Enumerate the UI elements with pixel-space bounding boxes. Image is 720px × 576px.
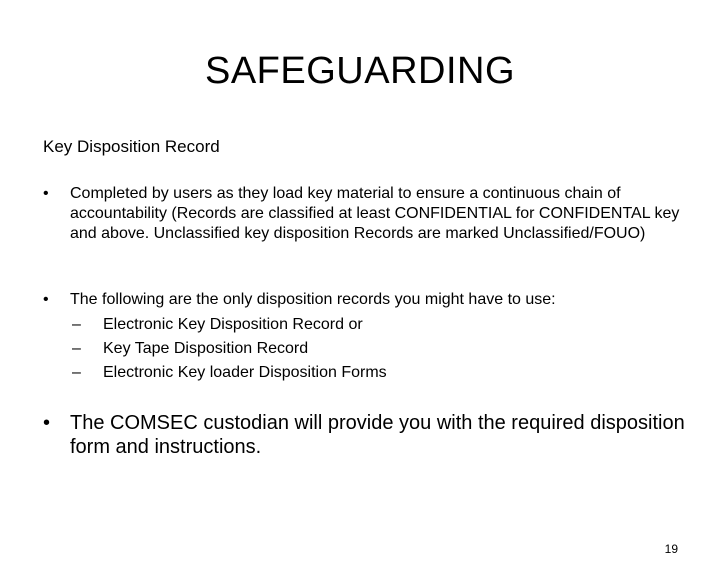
sub-item-list (70, 313, 688, 385)
bullet-list-item (43, 411, 688, 459)
sub-item (70, 361, 688, 385)
bullet-list-item (43, 290, 688, 385)
sub-item (70, 337, 688, 361)
sub-item-text: Key Tape Disposition Record (103, 340, 309, 357)
dash-icon: – (72, 340, 81, 357)
sub-item (70, 313, 688, 337)
dash-icon: – (72, 316, 81, 333)
bullet-text: The following are the only disposition records you might have to use: (70, 291, 556, 308)
page-number: 19 (664, 542, 678, 556)
bullet-text: Completed by users as they load key material to ensure a continuous chain of accountability (Records are classified at least CONFIDENTIAL for CONFIDENTAL key and above. Unclassified key disposition Records are marked Unclassified/FOUO) (70, 185, 680, 242)
bullet-icon: • (43, 291, 49, 308)
slide-subtitle: Key Disposition Record (43, 137, 220, 156)
dash-icon: – (72, 364, 81, 381)
bullet-text: The COMSEC custodian will provide you with the required disposition form and instructions. (70, 412, 685, 458)
bullet-icon: • (43, 185, 49, 202)
sub-item-text: Electronic Key loader Disposition Forms (103, 364, 387, 381)
bullet-icon: • (43, 412, 51, 434)
sub-item-text: Electronic Key Disposition Record or (103, 316, 363, 333)
bullet-list-item (43, 184, 688, 244)
slide-title: SAFEGUARDING (204, 50, 516, 92)
